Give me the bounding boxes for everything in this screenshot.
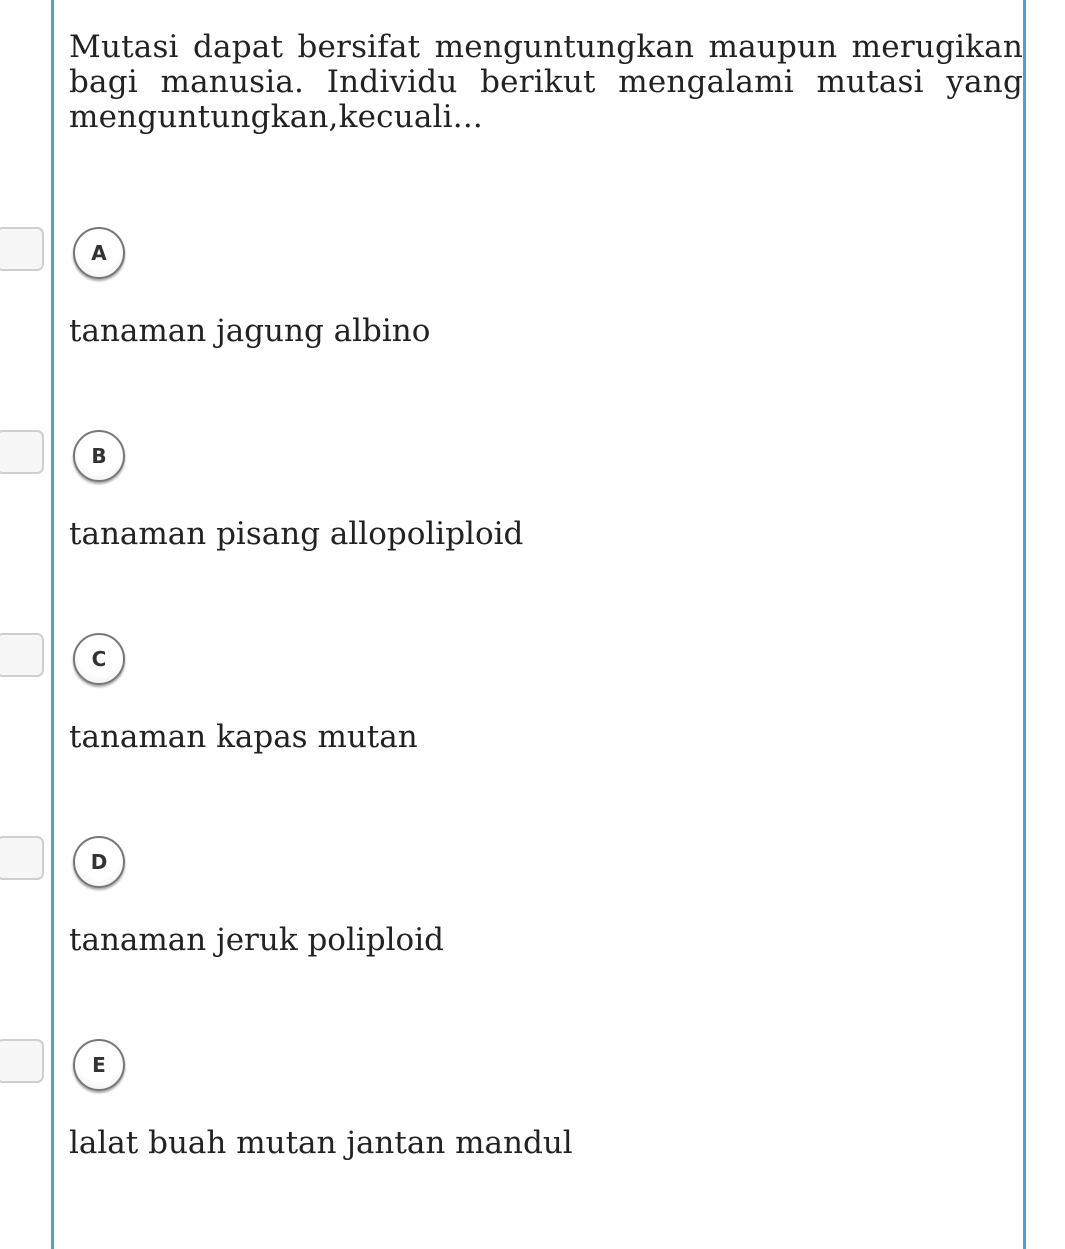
option-c-letter-badge[interactable]: C: [73, 633, 125, 685]
option-d-letter-badge[interactable]: D: [73, 836, 125, 888]
option-c-selector[interactable]: [0, 633, 44, 677]
option-b-text[interactable]: tanaman pisang allopoliploid: [69, 516, 524, 552]
option-c-text[interactable]: tanaman kapas mutan: [69, 719, 418, 755]
option-a-selector[interactable]: [0, 227, 44, 271]
option-a-text[interactable]: tanaman jagung albino: [69, 313, 431, 349]
question-panel: [51, 0, 1026, 1249]
option-a-letter-badge[interactable]: A: [73, 227, 125, 279]
option-b-selector[interactable]: [0, 430, 44, 474]
option-e-text[interactable]: lalat buah mutan jantan mandul: [69, 1125, 573, 1161]
option-d-text[interactable]: tanaman jeruk poliploid: [69, 922, 444, 958]
option-d-selector[interactable]: [0, 836, 44, 880]
option-e-selector[interactable]: [0, 1039, 44, 1083]
option-e-letter-badge[interactable]: E: [73, 1039, 125, 1091]
question-text: Mutasi dapat bersifat menguntungkan maupun merugikan bagi manusia. Individu berikut mengalami mutasi yang menguntungkan,kecuali...: [69, 29, 1023, 135]
option-b-letter-badge[interactable]: B: [73, 430, 125, 482]
